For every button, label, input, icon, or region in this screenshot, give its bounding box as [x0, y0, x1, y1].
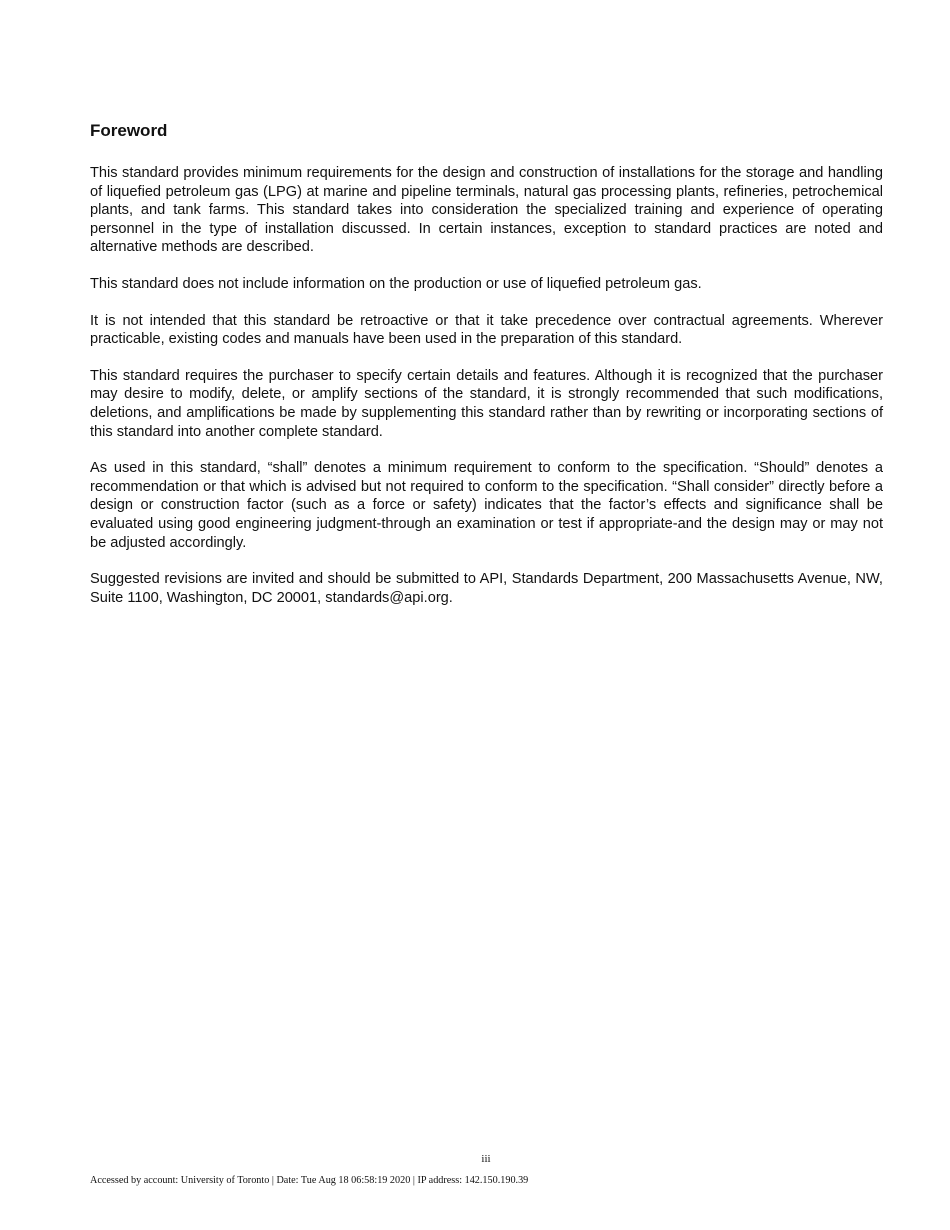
paragraph-scope: This standard provides minimum requirements for the design and construction of installations for the storage and handling of liquefied petroleum gas (LPG) at marine and pipeline terminals, natural gas processing plants, refineries, petrochemical plants, and tank farms. This standard takes into consideration the specialized training and experience of operating personnel in the type of installation discussed. In certain instances, exception to standard practices are noted and alternative methods are described. — [90, 165, 883, 256]
paragraph-revisions: Suggested revisions are invited and should be submitted to API, Standards Department, 200 Massachusetts Avenue, NW, Suite 1100, Washington, DC 20001, standards@api.org. — [90, 571, 883, 606]
page-number: iii — [481, 1153, 491, 1165]
foreword-section — [90, 118, 883, 625]
page-title: Foreword — [90, 121, 168, 140]
paragraph-definitions: As used in this standard, “shall” denotes a minimum requirement to conform to the specification. “Should” denotes a recommendation or that which is advised but not required to conform to the specification. “Shall consider” directly before a design or construction factor (such as a force or safety) indicates that the factor’s effects and significance shall be evaluated using good engineering judgment-through an examination or test if appropriate-and the design may or may not be adjusted accordingly. — [90, 460, 883, 551]
access-watermark-line: Accessed by account: University of Toronto | Date: Tue Aug 18 06:58:19 2020 | IP address: 142.150.190.39 — [90, 1175, 529, 1186]
paragraph-retroactivity: It is not intended that this standard be retroactive or that it take precedence over contractual agreements. Wherever practicable, existing codes and manuals have been used in the preparation of this standard. — [90, 312, 883, 348]
paragraph-exclusion: This standard does not include information on the production or use of liquefied petroleum gas. — [90, 275, 702, 292]
paragraph-purchaser: This standard requires the purchaser to specify certain details and features. Although it is recognized that the purchaser may desire to modify, delete, or amplify sections of the standard, it is strongly recommended that such modifications, deletions, and amplifications be made by supplementing this standard rather than by rewriting or incorporating sections of this standard into another complete standard. — [90, 367, 883, 440]
